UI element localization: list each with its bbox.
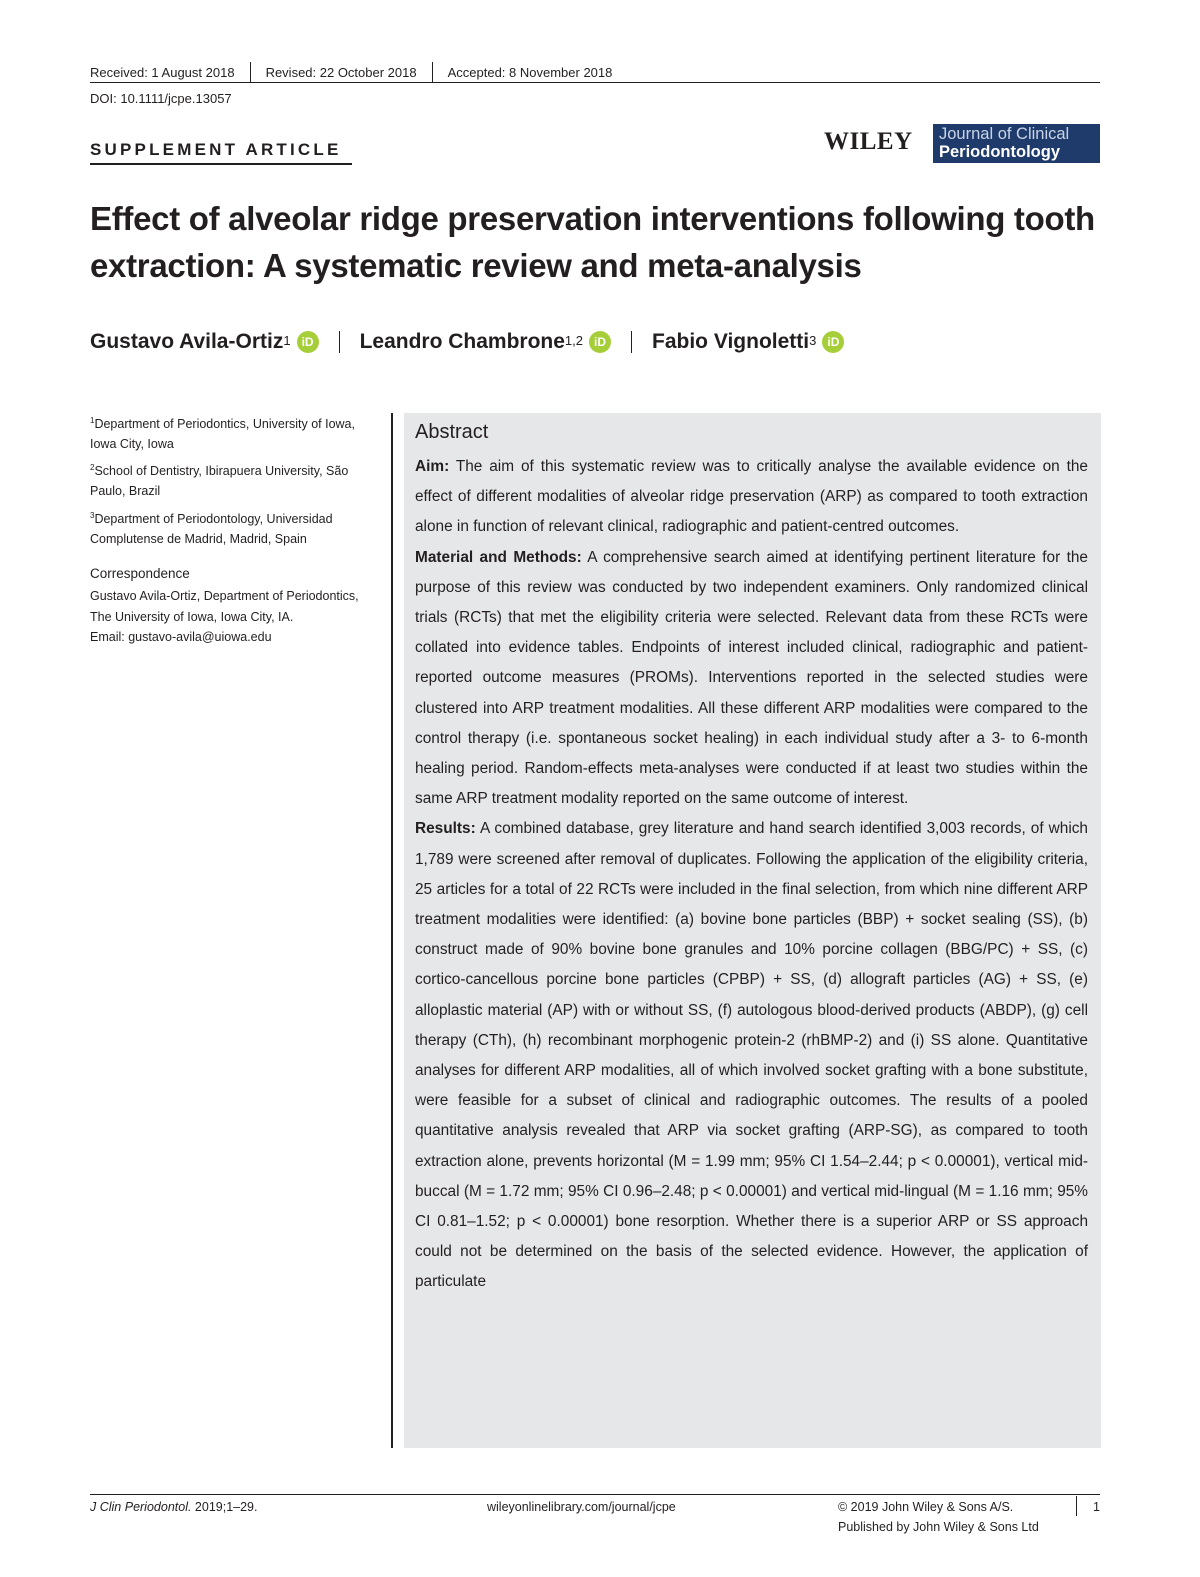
- affiliation: [90, 411, 375, 454]
- abstract-aim: [415, 452, 1088, 543]
- page-number: 1: [1093, 1500, 1100, 1514]
- header-rule: [90, 82, 1100, 83]
- correspondence: [90, 586, 375, 648]
- orcid-icon[interactable]: iD: [589, 331, 611, 353]
- author-affiliation-marker: 3: [809, 332, 817, 348]
- author-list: [90, 330, 844, 354]
- orcid-icon[interactable]: iD: [822, 331, 844, 353]
- affiliation-text: School of Dentistry, Ibirapuera University, São Paulo, Brazil: [90, 464, 349, 498]
- abstract-rule: [391, 413, 393, 1448]
- citation-journal: J Clin Periodontol.: [90, 1500, 192, 1514]
- results-label: Results:: [415, 820, 476, 838]
- article-title: Effect of alveolar ridge preservation interventions following tooth extraction: A systematic review and meta-analysis: [90, 200, 1095, 284]
- copyright: © 2019 John Wiley & Sons A/S.: [838, 1500, 1014, 1514]
- affiliation: [90, 506, 375, 549]
- citation: [90, 1500, 258, 1514]
- revised-date: Revised: 22 October 2018: [265, 64, 417, 80]
- affiliation-text: Department of Periodontics, University of Iowa, Iowa City, Iowa: [90, 417, 355, 451]
- footer-rule: [90, 1494, 1100, 1495]
- affiliation-text: Department of Periodontology, Universidad Complutense de Madrid, Madrid, Spain: [90, 512, 333, 546]
- aim-text: The aim of this systematic review was to critically analyse the available evidence on the effect of different modalities of alveolar ridge preservation (ARP) as compared to tooth extraction alone in function of relevant clinical, radiographic and patient-centred outcomes.: [415, 458, 1088, 536]
- divider: [631, 331, 632, 353]
- accepted-date: Accepted: 8 November 2018: [447, 64, 613, 80]
- article-type: SUPPLEMENT ARTICLE: [90, 140, 342, 159]
- divider: [1076, 1496, 1077, 1516]
- author-name[interactable]: Gustavo Avila-Ortiz: [90, 330, 284, 353]
- methods-text: A comprehensive search aimed at identifying pertinent literature for the purpose of this review was conducted by two independent examiners. Only randomized clinical trials (RCTs) that met the eligibility criteria were selected. Relevant data from these RCTs were collated into evidence tables. Endpoints of interest included clinical, radiographic and patient-reported outcome measures (PROMs). Interventions reported in the selected studies were clustered into ARP treatment modalities. All these different ARP modalities were compared to the control therapy (i.e. spontaneous socket healing) in each individual study after a 3- to 6-month healing period. Random-effects meta-analyses were conducted if at least two studies within the same ARP treatment modality reported on the same outcome of interest.: [415, 548, 1088, 808]
- abstract-results: [415, 814, 1088, 1297]
- author-name[interactable]: Fabio Vignoletti: [652, 330, 810, 353]
- journal-url[interactable]: wileyonlinelibrary.com/journal/jcpe: [487, 1500, 676, 1514]
- journal-logo: [933, 124, 1100, 163]
- abstract-heading: Abstract: [415, 421, 489, 443]
- affiliation-number: 1: [90, 416, 95, 425]
- author-affiliation-marker: 1,2: [564, 332, 583, 348]
- correspondence-text: Gustavo Avila-Ortiz, Department of Periodontics, The University of Iowa, Iowa City, IA.: [90, 589, 359, 624]
- correspondence-heading: Correspondence: [90, 566, 190, 581]
- doi[interactable]: DOI: 10.1111/jcpe.13057: [90, 91, 232, 106]
- aim-label: Aim:: [415, 458, 450, 475]
- affiliation-number: 2: [90, 463, 95, 472]
- journal-logo-line2: Periodontology: [939, 143, 1060, 161]
- affiliation-number: 3: [90, 511, 95, 520]
- affiliation: [90, 458, 375, 501]
- divider: [432, 62, 433, 82]
- divider: [250, 62, 251, 82]
- article-type-underline: [90, 163, 352, 165]
- orcid-icon[interactable]: iD: [297, 331, 319, 353]
- citation-details: 2019;1–29.: [191, 1500, 258, 1514]
- abstract-body: [415, 452, 1088, 1298]
- publisher-line: Published by John Wiley & Sons Ltd: [838, 1520, 1039, 1534]
- wiley-logo: WILEY: [824, 128, 913, 155]
- article-history: [90, 62, 612, 82]
- received-date: Received: 1 August 2018: [90, 64, 235, 80]
- author-name[interactable]: Leandro Chambrone: [359, 330, 565, 353]
- results-text: A combined database, grey literature and hand search identified 3,003 records, of which 1,789 were screened after removal of duplicates. Following the application of the eligibility criteria, 25 articles for a total of 22 RCTs were included in the final selection, from which nine different ARP treatment modalities were identified: (a) bovine bone particles (BBP) + socket sealing (SS), (b) construct made of 90% bovine bone granules and 10% porcine collagen (BBG/PC) + SS, (c) cortico-cancellous porcine bone particles (CPBP) + SS, (d) allograft particles (AG) + SS, (e) alloplastic material (AP) with or without SS, (f) autologous blood-derived products (ABDP), (g) cell therapy (CTh), (h) recombinant morphogenic protein-2 (rhBMP-2) and (i) SS alone. Quantitative analyses for different ARP modalities, all of which involved socket grafting with a bone substitute, were feasible for a subset of clinical and radiographic outcomes. The results of a pooled quantitative analysis revealed that ARP via socket grafting (ARP-SG), as compared to tooth extraction alone, prevents horizontal (M = 1.99 mm; 95% CI 1.54–2.44; p < 0.00001), vertical mid-buccal (M = 1.72 mm; 95% CI 0.96–2.48; p < 0.00001) and vertical mid-lingual (M = 1.16 mm; 95% CI 0.81–1.52; p < 0.00001) bone resorption. Whether there is a superior ARP or SS approach could not be determined on the basis of the selected evidence. However, the application of particulate: [415, 820, 1088, 1291]
- author-affiliation-marker: 1: [283, 332, 291, 348]
- journal-logo-line1: Journal of Clinical: [939, 125, 1070, 143]
- methods-label: Material and Methods:: [415, 548, 582, 566]
- abstract-methods: [415, 543, 1088, 815]
- divider: [339, 331, 340, 353]
- correspondence-email[interactable]: Email: gustavo-avila@uiowa.edu: [90, 630, 272, 644]
